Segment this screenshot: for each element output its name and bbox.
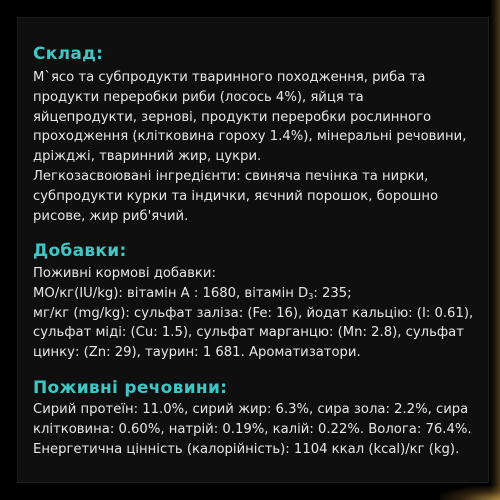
package-edge: [490, 0, 500, 500]
vitamins-text: МО/кг(IU/kg): вітамін А : 1680, вітамін D: [33, 285, 309, 301]
additives-line: мг/кг (mg/kg): сульфат заліза: (Fe: 16), йодат кальцію: (I: 0.61),: [33, 305, 474, 321]
composition-line: проходження (клітковина гороху 1.4%), мінеральні речовини,: [33, 129, 467, 145]
nutrients-line: Сирий протеїн: 11.0%, сирий жир: 6.3%, сира зола: 2.2%, сира: [33, 402, 469, 417]
composition-heading: Склад:: [33, 44, 104, 64]
additives-heading: Добавки:: [33, 241, 127, 261]
nutrients-heading: Поживні речовини:: [33, 378, 228, 398]
additives-text: [33, 264, 483, 363]
vitamins-line: [33, 284, 483, 304]
vitamins-text-end: : 235;: [313, 285, 352, 301]
package-edge-highlight: [440, 486, 500, 500]
additives-line: Поживні кормові добавки:: [33, 266, 216, 281]
composition-line: М`ясо та субпродукти тваринного походження, риба та: [33, 70, 426, 85]
composition-text: [33, 68, 483, 226]
composition-line: яйцепродукти, зернові, продукти переробки рослинного: [33, 109, 432, 125]
composition-line: продукти переробки риби (лосось 4%), яйця та: [33, 89, 364, 105]
vitamin-d-subscript: 3: [308, 291, 314, 301]
composition-line: субпродукти курки та індички, яєчний порошок, борошно: [33, 188, 439, 204]
nutrients-text: [33, 400, 483, 459]
nutrients-line: Енергетична цінність (калорійність): 1104 ккал (kcal)/кг (kg).: [33, 441, 460, 457]
composition-line: Легкозасвоювані інгредієнти: свиняча печінка та нирки,: [33, 168, 429, 184]
additives-line: сульфат міді: (Cu: 1.5), сульфат марганцю: (Mn: 2.8), сульфат: [33, 325, 464, 341]
nutrients-line: клітковина: 0.60%, натрій: 0.19%, калій: 0.22%. Вологa: 76.4%.: [33, 421, 472, 437]
additives-line: цинку: (Zn: 29), таурин: 1 681. Ароматизатори.: [33, 345, 361, 361]
composition-line: дріжджі, тваринний жир, цукри.: [33, 149, 262, 165]
composition-line: рисове, жир риб'ячий.: [33, 208, 189, 224]
